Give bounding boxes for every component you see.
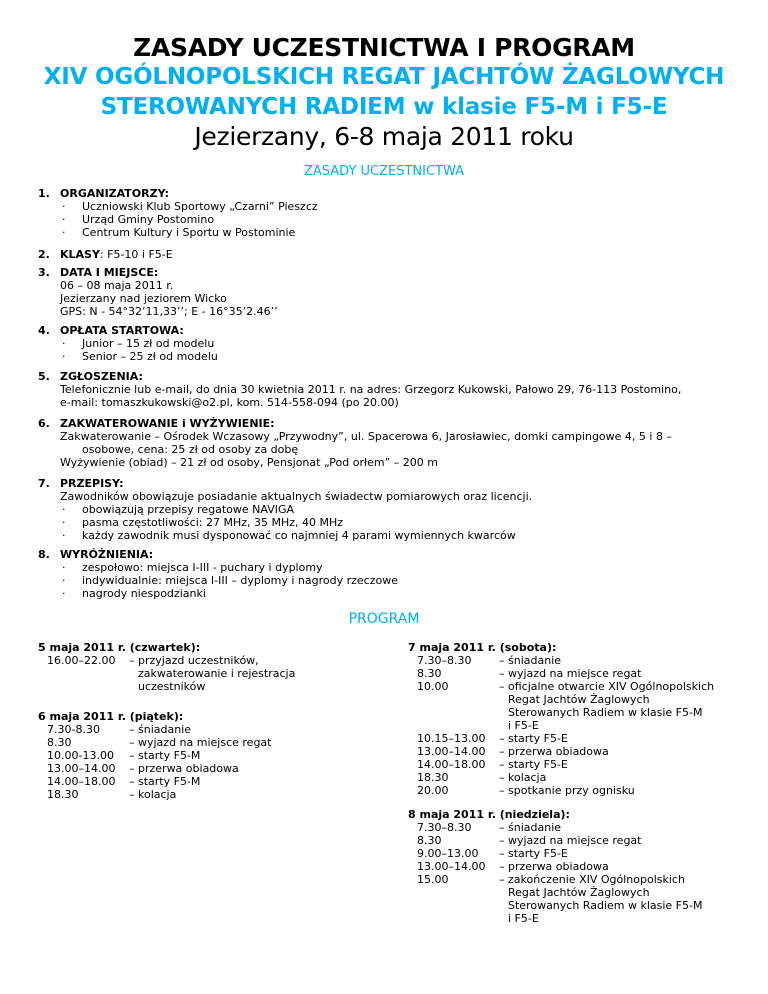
schedule-time: 8.30 [417,834,442,847]
item-number: 8. [38,548,50,561]
schedule-row [47,723,378,736]
item-line: Zawodników obowiązuje posiadanie aktualnych świadectw pomiarowych oraz licencji. [60,490,533,503]
section-heading-rules: ZASADY UCZESTNICTWA [303,164,465,179]
schedule-time: 13.00–14.00 [417,745,486,758]
schedule-row [47,736,378,749]
item-number: 4. [38,324,50,337]
item-heading: WYRÓŻNIENIA: [60,548,154,561]
desc-line: – zakończenie XIV Ogólnopolskich [499,873,685,886]
schedule-desc: – przerwa obiadowa [499,860,609,873]
day-heading: 5 maja 2011 r. (czwartek): [38,641,201,654]
item-number: 5. [38,370,50,383]
schedule-time: 14.00–18.00 [417,758,486,771]
schedule-desc: – starty F5-M [129,775,201,788]
schedule-time: 7.30–8.30 [417,821,472,834]
list-item: · indywidualnie: miejsca I-III – dyplomy i nagrody rzeczowe [60,574,740,587]
schedule-desc: – przerwa obiadowa [129,762,239,775]
section-heading-program: PROGRAM [348,611,420,627]
list-item: · Senior – 25 zł od modelu [60,350,740,363]
list-item: · Urząd Gminy Postomino [60,213,740,226]
schedule-row [417,784,748,797]
schedule-desc [499,873,748,925]
desc-line: zakwaterowanie i rejestracja [138,667,296,680]
title-line-1: ZASADY UCZESTNICTWA I PROGRAM [133,33,635,62]
item-number: 2. [38,248,50,261]
schedule-row [47,749,378,762]
schedule-row [47,788,378,801]
schedule-desc: – śniadanie [499,821,562,834]
schedule-desc: – spotkanie przy ognisku [499,784,635,797]
schedule-row [417,667,748,680]
schedule-time: 10.00-13.00 [47,749,114,762]
schedule-time: 8.30 [417,667,442,680]
schedule-desc: – kolacja [129,788,177,801]
schedule-time: 18.30 [417,771,449,784]
schedule-row [417,680,748,732]
schedule-time: 18.30 [47,788,79,801]
schedule-desc: – wyjazd na miejsce regat [499,667,642,680]
schedule-row [47,654,378,693]
schedule-time: 7.30-8.30 [47,723,100,736]
schedule-desc: – starty F5-E [499,847,568,860]
item-line: Wyżywienie (obiad) – 21 zł od osoby, Pensjonat „Pod orłem” – 200 m [60,456,438,469]
item-heading: ORGANIZATORZY: [60,187,170,200]
list-item: · Uczniowski Klub Sportowy „Czarni” Pieszcz [60,200,740,213]
item-heading: ZGŁOSZENIA: [60,370,143,383]
program-day-7 [408,641,748,797]
list-item: · nagrody niespodzianki [60,587,740,600]
schedule-row [417,847,748,860]
item-number: 7. [38,477,50,490]
schedule-desc: – śniadanie [129,723,192,736]
schedule-row [417,821,748,834]
item-heading: ZAKWATEROWANIE i WYŻYWIENIE: [60,417,275,430]
title-line-2: XIV OGÓLNOPOLSKICH REGAT JACHTÓW ŻAGLOWYCH [43,64,725,90]
list-item: · pasma częstotliwości: 27 MHz, 35 MHz, 40 MHz [60,516,740,529]
schedule-desc: – kolacja [499,771,547,784]
schedule-row [47,775,378,788]
desc-line: Sterowanych Radiem w klasie F5-M [508,899,703,912]
desc-line: i F5-E [508,912,539,925]
item-heading: OPŁATA STARTOWA: [60,324,184,337]
item-text: : F5-10 i F5-E [99,248,173,261]
program-day-8 [408,808,748,925]
item-line: osobowe, cena: 25 zł od osoby za dobę [82,443,299,456]
item-line: GPS: N - 54°32’11,33’’; E - 16°35’2.46’’ [60,305,278,318]
schedule-row [417,745,748,758]
schedule-time: 10.15–13.00 [417,732,486,745]
desc-line: – oficjalne otwarcie XIV Ogólnopolskich [499,680,715,693]
list-item: · obowiązują przepisy regatowe NAVIGA [60,503,740,516]
schedule-time: 16.00–22.00 [47,654,116,667]
item-number: 6. [38,417,50,430]
item-heading: PRZEPISY: [60,477,124,490]
list-item: · Junior – 15 zł od modelu [60,337,740,350]
schedule-time: 13.00–14.00 [47,762,116,775]
schedule-time: 8.30 [47,736,72,749]
schedule-desc [129,654,378,693]
schedule-time: 14.00–18.00 [47,775,116,788]
desc-line: Sterowanych Radiem w klasie F5-M [508,706,703,719]
title-line-3: STEROWANYCH RADIEM w klasie F5-M i F5-E [100,94,668,120]
desc-line: Regat Jachtów Żaglowych [508,693,650,706]
item-number: 3. [38,266,50,279]
schedule-desc: – wyjazd na miejsce regat [499,834,642,847]
item-line: Telefonicznie lub e-mail, do dnia 30 kwietnia 2011 r. na adres: Grzegorz Kukowski, Pałowo 29, 76-113 Postomino, [60,383,682,396]
schedule-desc [499,680,748,732]
item-heading: KLASY [60,248,100,261]
desc-line: uczestników [138,680,206,693]
schedule-desc: – wyjazd na miejsce regat [129,736,272,749]
schedule-row [417,732,748,745]
schedule-row [417,771,748,784]
list-item: · zespołowo: miejsca I-III - puchary i dyplomy [60,561,740,574]
schedule-desc: – starty F5-E [499,732,568,745]
item-line: e-mail: tomaszkukowski@o2.pl, kom. 514-558-094 (po 20.00) [60,396,399,409]
schedule-row [47,762,378,775]
schedule-time: 15.00 [417,873,449,886]
schedule-desc: – starty F5-M [129,749,201,762]
schedule-time: 10.00 [417,680,449,693]
item-heading: DATA I MIEJSCE: [60,266,159,279]
day-heading: 6 maja 2011 r. (piątek): [38,710,184,723]
list-item: · każdy zawodnik musi dysponować co najmniej 4 parami wymiennych kwarców [60,529,740,542]
desc-line: – przyjazd uczestników, [129,654,259,667]
schedule-row [417,860,748,873]
item-line: 06 – 08 maja 2011 r. [60,279,174,292]
schedule-desc: – starty F5-E [499,758,568,771]
desc-line: i F5-E [508,719,539,732]
day-heading: 8 maja 2011 r. (niedziela): [408,808,570,821]
program-day-6 [38,710,378,801]
list-item: · Centrum Kultury i Sportu w Postominie [60,226,740,239]
schedule-desc: – przerwa obiadowa [499,745,609,758]
schedule-desc: – śniadanie [499,654,562,667]
schedule-time: 13.00–14.00 [417,860,486,873]
schedule-time: 7.30–8.30 [417,654,472,667]
schedule-row [417,834,748,847]
desc-line: Regat Jachtów Żaglowych [508,886,650,899]
program-day-5 [38,641,378,693]
schedule-row [417,654,748,667]
schedule-time: 20.00 [417,784,449,797]
schedule-row [417,873,748,925]
schedule-row [417,758,748,771]
title-line-4: Jezierzany, 6-8 maja 2011 roku [194,122,574,151]
item-line: Zakwaterowanie – Ośrodek Wczasowy „Przywodny”, ul. Spacerowa 6, Jarosławiec, domki campingowe 4, 5 i 8 – [60,430,672,443]
schedule-time: 9.00–13.00 [417,847,479,860]
item-line: Jezierzany nad jeziorem Wicko [60,292,227,305]
item-number: 1. [38,187,50,200]
day-heading: 7 maja 2011 r. (sobota): [408,641,557,654]
